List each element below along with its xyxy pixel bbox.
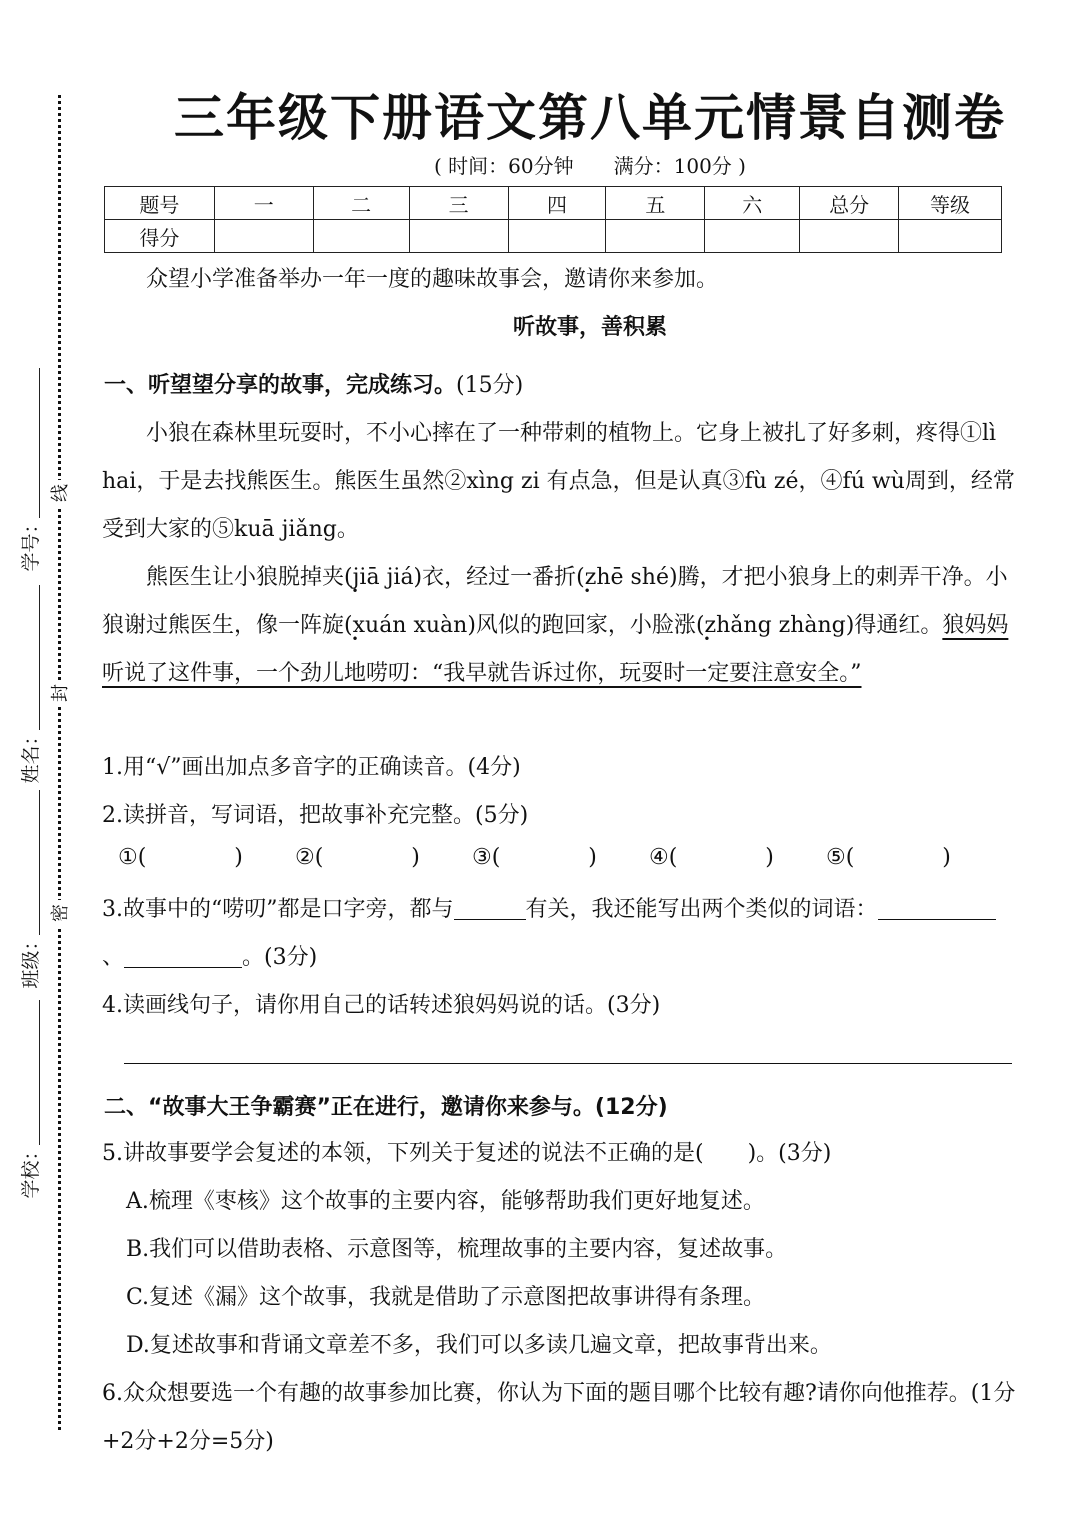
answer-paren[interactable]: ③( ) <box>472 845 597 870</box>
score-cell[interactable] <box>899 220 1002 253</box>
name-label: 姓名： <box>19 726 42 784</box>
header-cell: 五 <box>606 187 705 220</box>
school-line[interactable] <box>39 1000 40 1145</box>
q3-text: 、 <box>102 945 125 970</box>
question-1: 1.用“√”画出加点多音字的正确读音。(4分) <box>102 755 521 780</box>
polyphone-char[interactable]: 涨 <box>673 613 696 638</box>
header-cell: 等级 <box>899 187 1002 220</box>
polyphone-char[interactable]: 折 <box>554 565 577 590</box>
page-title: 三年级下册语文第八单元情景自测卷 <box>174 89 1006 147</box>
story-paragraph-2 <box>102 554 1017 698</box>
polyphone-char[interactable]: 夹 <box>322 565 345 590</box>
section-title: 听故事，善积累 <box>512 315 667 340</box>
header-cell: 总分 <box>800 187 899 220</box>
q3-blank[interactable] <box>124 943 242 968</box>
score-cell[interactable] <box>606 220 705 253</box>
score-cell[interactable] <box>214 220 313 253</box>
part1-heading-text: 一、听望望分享的故事，完成练习。 <box>104 373 457 398</box>
option-c[interactable]: C.复述《漏》这个故事，我就是借助了示意图把故事讲得有条理。 <box>126 1285 766 1310</box>
polyphone-char[interactable]: 旋 <box>322 613 345 638</box>
name-line[interactable] <box>39 585 40 730</box>
story-text: (zhē shé)腾，才把小狼身上的刺弄干净。小狼谢过熊医生，像一阵 <box>102 565 1008 638</box>
score-cell[interactable] <box>508 220 606 253</box>
q3-text: 。(3分) <box>242 945 318 970</box>
question-2: 2.读拼音，写词语，把故事补充完整。(5分) <box>102 803 529 828</box>
binding-strip <box>0 0 100 1527</box>
answer-paren[interactable]: ②( ) <box>295 845 420 870</box>
header-cell: 四 <box>508 187 606 220</box>
header-cell: 二 <box>313 187 409 220</box>
story-text: 熊医生让小狼脱掉 <box>146 565 323 590</box>
q3-blank[interactable] <box>454 895 526 920</box>
q4-answer-line[interactable] <box>124 1063 1012 1064</box>
header-cell: 六 <box>705 187 800 220</box>
question-5: 5.讲故事要学会复述的本领，下列关于复述的说法不正确的是( )。(3分) <box>102 1141 832 1166</box>
q3-blank[interactable] <box>878 895 996 920</box>
cut-mark-line: 线 <box>46 480 72 506</box>
option-a[interactable]: A.梳理《枣核》这个故事的主要内容，能够帮助我们更好地复述。 <box>126 1189 765 1214</box>
school-label: 学校： <box>19 1141 42 1199</box>
story-text: (jiā jiá)衣，经过一番 <box>344 565 555 590</box>
score-cell[interactable] <box>313 220 409 253</box>
score-table-header <box>105 187 1002 220</box>
answer-paren[interactable]: ④( ) <box>649 845 774 870</box>
story-paragraph-1: 小狼在森林里玩耍时，不小心摔在了一种带刺的植物上。它身上被扎了好多刺，疼得①lì hai，于是去找熊医生。熊医生虽然②xìng zi 有点急，但是认真③fù zé，④fú wù周到，经常受到大家的⑤kuā jiǎng。 <box>102 421 1015 542</box>
answer-paren[interactable]: ①( ) <box>118 845 243 870</box>
story-text: (xuán xuàn)风似的跑回家，小脸 <box>344 613 674 638</box>
story-text: (zhǎng zhàng)得通红。 <box>695 613 943 638</box>
intro-text: 众望小学准备举办一年一度的趣味故事会，邀请你来参加。 <box>146 267 719 292</box>
exam-time-score: ( 时间：60分钟 满分：100分 ) <box>434 154 746 178</box>
header-cell: 一 <box>214 187 313 220</box>
q3-text: 3.故事中的“唠叨”都是口字旁，都与 <box>102 897 454 922</box>
answer-paren[interactable]: ⑤( ) <box>826 845 951 870</box>
student-id-label: 学号： <box>19 514 42 572</box>
class-label: 班级： <box>19 931 42 989</box>
q3-text: 有关，我还能写出两个类似的词语： <box>525 897 878 922</box>
part2-heading: 二、“故事大王争霸赛”正在进行，邀请你来参与。(12分) <box>104 1095 668 1120</box>
question-6: 6.众众想要选一个有趣的故事参加比赛，你认为下面的题目哪个比较有趣?请你向他推荐。(1分+2分+2分=5分) <box>102 1381 1016 1454</box>
option-b[interactable]: B.我们可以借助表格、示意图等，梳理故事的主要内容，复述故事。 <box>126 1237 788 1262</box>
option-d[interactable]: D.复述故事和背诵文章差不多，我们可以多读几遍文章，把故事背出来。 <box>126 1333 832 1358</box>
cut-mark-secret: 密 <box>46 900 72 926</box>
header-cell: 三 <box>409 187 508 220</box>
score-cell[interactable] <box>705 220 800 253</box>
part1-heading <box>104 368 523 399</box>
student-id-line[interactable] <box>39 368 40 518</box>
header-cell: 题号 <box>105 187 215 220</box>
q2-answer-row <box>118 840 1003 871</box>
class-line[interactable] <box>39 790 40 935</box>
cut-mark-seal: 封 <box>46 680 72 706</box>
score-table-row <box>105 220 1002 253</box>
score-cell[interactable] <box>409 220 508 253</box>
binding-dotted-line <box>58 95 61 1430</box>
part1-score: (15分) <box>456 373 524 398</box>
question-4: 4.读画线句子，请你用自己的话转述狼妈妈说的话。(3分) <box>102 993 661 1018</box>
question-3 <box>102 886 1017 982</box>
row-label: 得分 <box>105 220 215 253</box>
score-table <box>104 186 1002 253</box>
underlined-sentence: 狼妈妈听说了这件事，一个劲儿地唠叨：“我早就告诉过你，玩耍时一定要注意安全。” <box>102 613 1009 686</box>
score-cell[interactable] <box>800 220 899 253</box>
